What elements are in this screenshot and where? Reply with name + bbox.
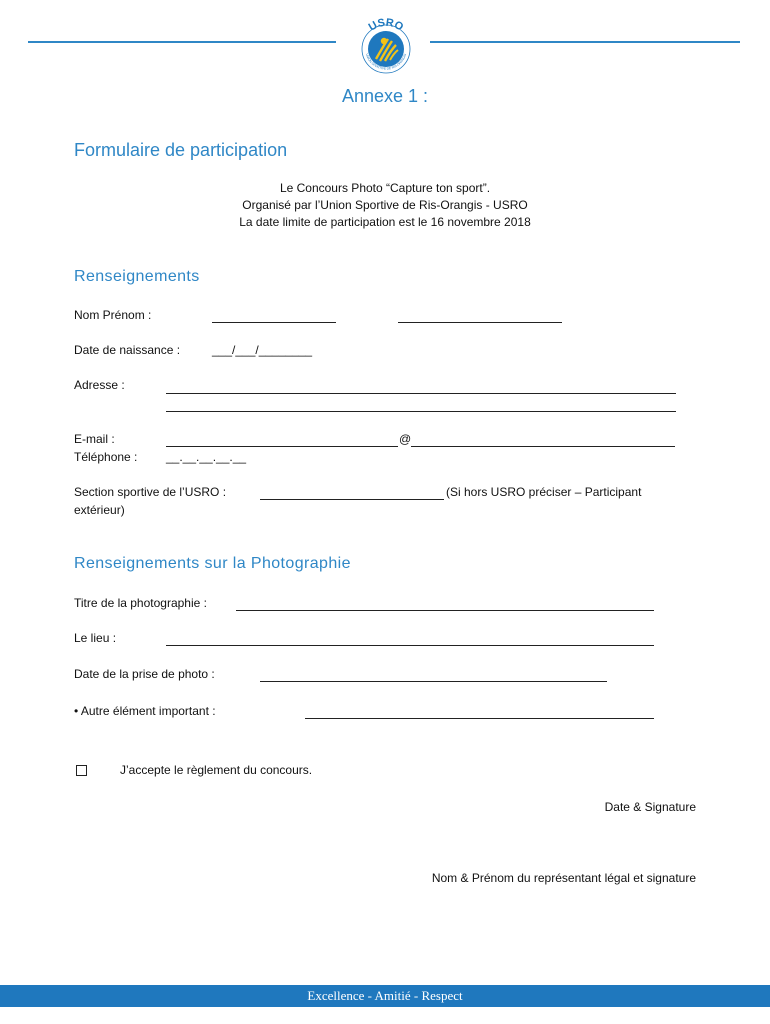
adresse-field-line-2[interactable]: [166, 411, 676, 412]
date-prise-label: Date de la prise de photo :: [74, 667, 215, 681]
intro-block: [0, 180, 770, 231]
email-domain-field[interactable]: [411, 446, 675, 447]
intro-line-1: Le Concours Photo “Capture ton sport”.: [279, 181, 491, 195]
email-label: E-mail :: [74, 432, 115, 446]
adresse-label: Adresse :: [74, 378, 125, 392]
telephone-label: Téléphone :: [74, 450, 138, 464]
header-rule-right: [430, 41, 740, 43]
date-signature-label: Date & Signature: [604, 800, 696, 814]
form-title: Formulaire de participation: [74, 140, 288, 160]
intro-line-3: La date limite de participation est le 16 novembre 2018: [239, 215, 531, 229]
section-heading-photographie: Renseignements sur la Photographie: [74, 555, 351, 572]
date-naissance-field[interactable]: ___/___/________: [212, 343, 313, 357]
autre-element-field[interactable]: [305, 718, 654, 719]
intro-line-2: Organisé par l’Union Sportive de Ris-Orangis - USRO: [242, 198, 528, 212]
header-rule-left: [28, 41, 336, 43]
section-sportive-label: Section sportive de l’USRO :: [74, 485, 227, 499]
accept-rules-label: J’accepte le règlement du concours.: [120, 763, 313, 777]
email-user-field[interactable]: [166, 446, 398, 447]
nom-field[interactable]: [212, 322, 336, 323]
titre-photo-label: Titre de la photographie :: [74, 596, 207, 610]
lieu-field[interactable]: [166, 645, 654, 646]
prenom-field[interactable]: [398, 322, 562, 323]
adresse-field-line-1[interactable]: [166, 393, 676, 394]
footer-motto: Excellence - Amitié - Respect: [307, 988, 463, 1003]
lieu-label: Le lieu :: [74, 631, 117, 645]
usro-logo: [354, 15, 418, 79]
date-naissance-label: Date de naissance :: [74, 343, 181, 357]
date-prise-field[interactable]: [260, 681, 607, 682]
footer-bar: [0, 985, 770, 1007]
logo-subtext: UNION SPORTIVE DE RIS-ORANGIS: [364, 53, 408, 71]
section-note-continued: extérieur): [74, 503, 125, 517]
email-at-sign: @: [399, 432, 412, 446]
section-note: (Si hors USRO préciser – Participant: [446, 485, 642, 499]
annexe-title: Annexe 1 :: [341, 86, 429, 106]
autre-element-label: • Autre élément important :: [74, 704, 216, 718]
representant-label: Nom & Prénom du représentant légal et signature: [431, 871, 696, 885]
telephone-field[interactable]: __.__.__.__.__: [166, 450, 247, 464]
section-sportive-field[interactable]: [260, 499, 444, 500]
accept-rules-checkbox[interactable]: [76, 765, 87, 776]
section-heading-renseignements: Renseignements: [74, 268, 200, 285]
nom-prenom-label: Nom Prénom :: [74, 308, 152, 322]
logo-text: USRO: [366, 16, 406, 34]
titre-photo-field[interactable]: [236, 610, 654, 611]
